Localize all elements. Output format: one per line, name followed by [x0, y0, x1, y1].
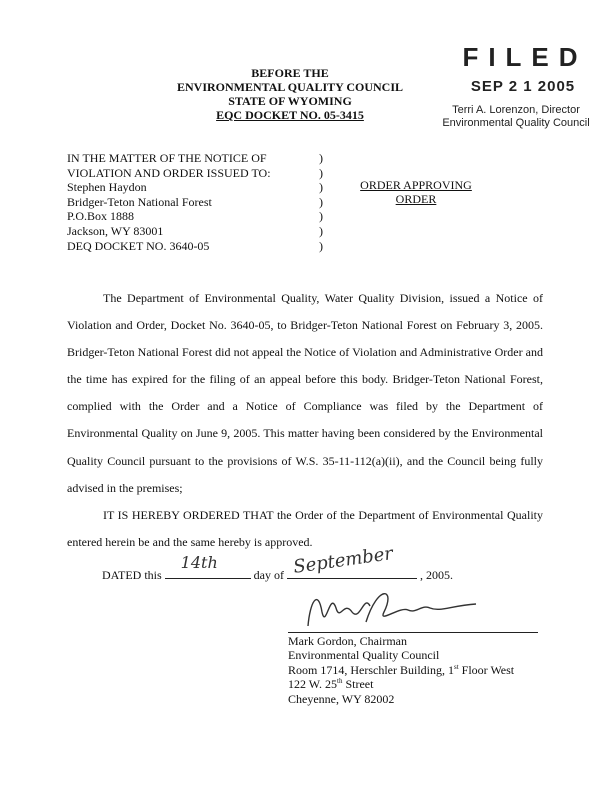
filed-stamp-director-name: Terri A. Lorenzon, Director — [452, 104, 580, 116]
dated-middle: day of — [253, 568, 284, 582]
header-line-council: ENVIRONMENTAL QUALITY COUNCIL — [176, 80, 404, 94]
day-blank — [165, 553, 251, 579]
dated-suffix: , 2005. — [420, 568, 453, 582]
street-sup: th — [337, 677, 343, 686]
paren: ) — [319, 151, 323, 165]
caption-line: DEQ DOCKET NO. 3640-05 — [67, 238, 210, 253]
order-title — [340, 178, 492, 206]
street-text-post: Street — [342, 677, 374, 692]
paren: ) — [319, 165, 323, 180]
day-handwritten: 14th — [180, 553, 218, 572]
paren: ) — [319, 180, 323, 195]
signer-city: Cheyenne, WY 82002 — [288, 691, 395, 706]
filed-stamp-title: FILED — [462, 42, 588, 72]
caption-line: Jackson, WY 83001 — [67, 223, 164, 238]
order-title-line1: ORDER APPROVING — [360, 178, 472, 192]
signature-line — [288, 632, 538, 633]
handwritten-signature — [300, 582, 480, 632]
caption-line: Stephen Haydon — [67, 180, 147, 195]
room-text-post: Floor West — [458, 662, 515, 677]
body-paragraph-order: IT IS HEREBY ORDERED THAT the Order of the Department of Environmental Quality entered herein be and the same hereby is approved. — [67, 508, 543, 550]
caption-parentheses — [319, 151, 323, 253]
signer-name: Mark Gordon, Chairman — [288, 634, 407, 648]
caption-line: VIOLATION AND ORDER ISSUED TO: — [67, 165, 271, 180]
month-blank — [287, 543, 417, 579]
paren: ) — [319, 223, 323, 238]
street-text: 122 W. 25 — [288, 677, 338, 692]
caption-line: Bridger-Teton National Forest — [67, 194, 212, 209]
signer-street — [288, 677, 514, 691]
signature-block — [288, 634, 514, 706]
caption-line: P.O.Box 1888 — [67, 209, 135, 224]
signer-org: Environmental Quality Council — [288, 648, 440, 663]
signer-room — [288, 663, 514, 677]
paren: ) — [319, 238, 323, 253]
paren: ) — [319, 194, 323, 209]
dated-prefix: DATED this — [102, 568, 162, 582]
room-sup: st — [453, 662, 459, 671]
paren: ) — [319, 209, 323, 224]
filed-stamp-office: Environmental Quality Council — [442, 117, 590, 129]
header-line-state: STATE OF WYOMING — [228, 94, 352, 108]
filed-stamp-date: SEP 2 1 2005 — [470, 78, 576, 95]
dated-line — [102, 543, 453, 583]
header-line-before: BEFORE THE — [251, 66, 329, 80]
order-title-line2: ORDER — [395, 192, 437, 206]
header-docket-number: EQC DOCKET NO. 05-3415 — [216, 108, 364, 122]
room-text: Room 1714, Herschler Building, 1 — [288, 662, 454, 677]
body-paragraph-findings: The Department of Environmental Quality, Water Quality Division, issued a Notice of Violation and Order, Docket No. 3640-05, to Bridger-Teton National Forest on February 3, 2005. Bridger-Teton National Forest did not appeal the Notice of Violation and Administrative Order and the time has expired for the filing of an appeal before this body. Bridger-Teton National Forest, complied with the Order and a Notice of Compliance was filed by the Department of Environmental Quality on June 9, 2005. This matter having been considered by the Environmental Quality Council pursuant to the provisions of W.S. 35-11-112(a)(ii), and the Council being fully advised in the premises; — [67, 291, 543, 495]
caption-line: IN THE MATTER OF THE NOTICE OF — [67, 151, 267, 165]
case-caption — [67, 151, 271, 253]
month-handwritten: September — [292, 543, 395, 578]
filed-stamp-director — [420, 104, 612, 130]
